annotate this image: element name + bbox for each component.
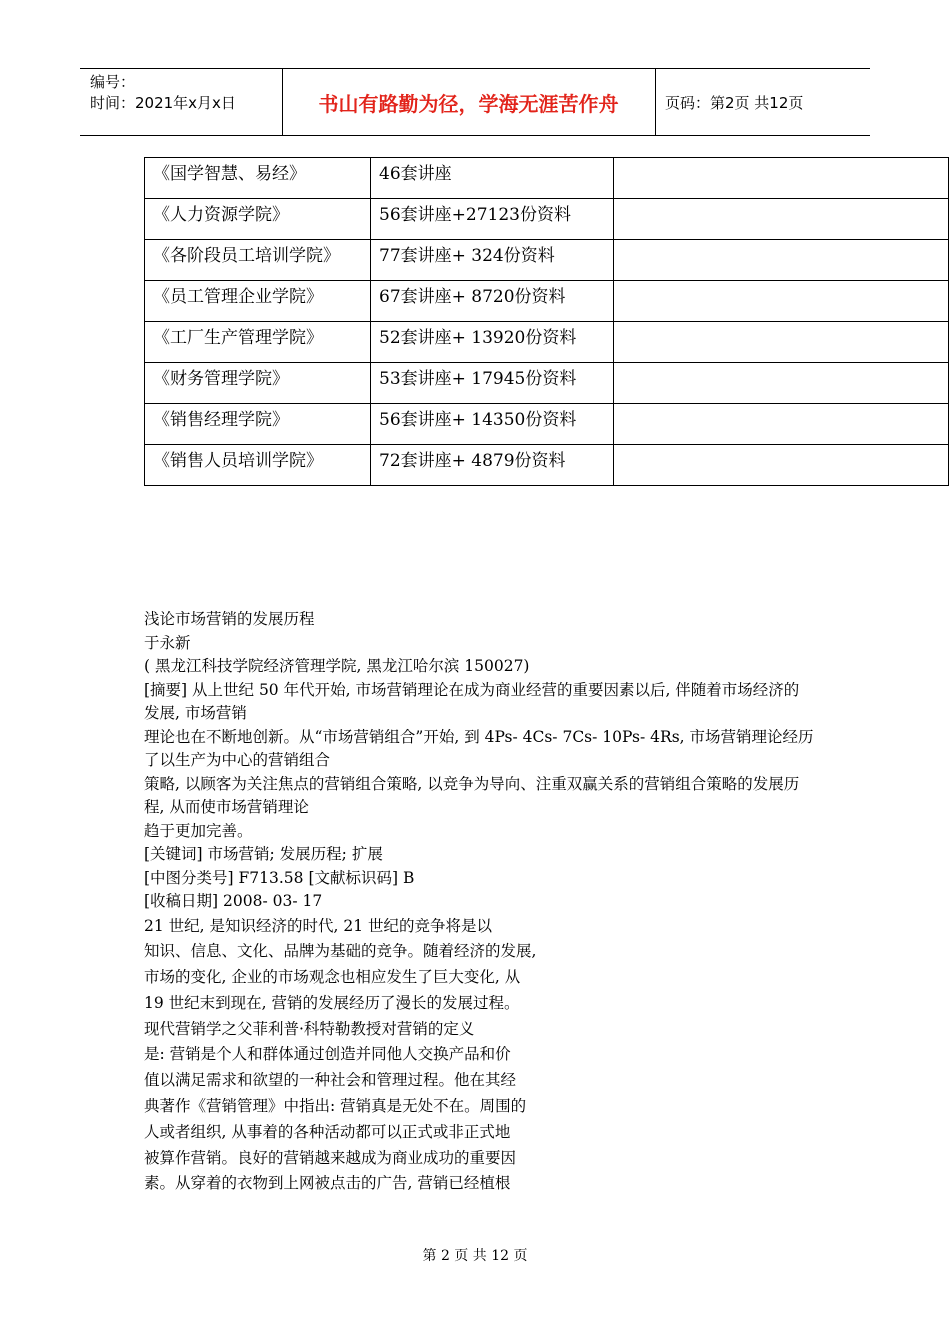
catalog-name: 《国学智慧、易经》 — [153, 164, 306, 184]
header-divider-right — [655, 68, 656, 135]
article-classification: [中图分类号] F713.58 [文献标识码] B — [144, 868, 415, 887]
article-received-date: [收稿日期] 2008- 03- 17 — [144, 892, 323, 910]
catalog-content: 56套讲座+27123份资料 — [379, 205, 571, 225]
catalog-content: 52套讲座+ 13920份资料 — [379, 328, 577, 348]
catalog-content: 53套讲座+ 17945份资料 — [379, 369, 577, 389]
catalog-content-cell — [371, 322, 614, 363]
table-row — [145, 199, 949, 240]
body-line: 典著作《营销管理》中指出: 营销真是无处不在。周围的 — [144, 1097, 527, 1116]
catalog-note-cell — [614, 445, 949, 486]
table-row — [145, 281, 949, 322]
table-row — [145, 322, 949, 363]
catalog-name: 《人力资源学院》 — [153, 205, 289, 225]
catalog-content: 56套讲座+ 14350份资料 — [379, 410, 577, 430]
catalog-note-cell — [614, 158, 949, 199]
catalog-content-cell — [371, 281, 614, 322]
catalog-note-cell — [614, 322, 949, 363]
header-number-label: 编号： — [90, 73, 136, 91]
catalog-name: 《工厂生产管理学院》 — [153, 328, 323, 348]
header-meta — [90, 72, 236, 114]
body-line: 被算作营销。良好的营销越来越成为商业成功的重要因 — [144, 1148, 517, 1167]
page-footer: 第 2 页 共 12 页 — [422, 1248, 528, 1264]
body-line: 值以满足需求和欲望的一种社会和管理过程。他在其经 — [144, 1071, 517, 1090]
catalog-content-cell — [371, 404, 614, 445]
catalog-table — [144, 157, 949, 486]
catalog-name: 《各阶段员工培训学院》 — [153, 246, 340, 266]
body-line: 是: 营销是个人和群体通过创造并同他人交换产品和价 — [144, 1045, 511, 1064]
catalog-content-cell — [371, 158, 614, 199]
catalog-content-cell — [371, 240, 614, 281]
catalog-name: 《财务管理学院》 — [153, 369, 289, 389]
header-page-info: 页码：第2页 共12页 — [665, 94, 804, 112]
body-line: 素。从穿着的衣物到上网被点击的广告, 营销已经植根 — [144, 1174, 511, 1193]
body-line: 知识、信息、文化、品牌为基础的竞争。随着经济的发展, — [144, 942, 537, 961]
catalog-name-cell — [145, 158, 371, 199]
catalog-content: 72套讲座+ 4879份资料 — [379, 451, 566, 471]
catalog-content-cell — [371, 199, 614, 240]
catalog-note-cell — [614, 240, 949, 281]
catalog-name-cell — [145, 199, 371, 240]
catalog-note-cell — [614, 404, 949, 445]
table-row — [145, 404, 949, 445]
body-line: 现代营销学之父菲利普·科特勒教授对营销的定义 — [144, 1019, 475, 1038]
body-line: 人或者组织, 从事着的各种活动都可以正式或非正式地 — [144, 1122, 511, 1141]
article-keywords: [关键词] 市场营销; 发展历程; 扩展 — [144, 845, 383, 863]
article-author: 于永新 — [144, 633, 191, 652]
abstract-line: 理论也在不断地创新。从“市场营销组合”开始, 到 4Ps- 4Cs- 7Cs- 10Ps- 4Rs, 市场营销理论经历了以生产为中心的营销组合 — [144, 727, 814, 769]
header-top-rule — [80, 68, 870, 69]
article-body — [144, 914, 554, 1198]
table-row — [145, 158, 949, 199]
abstract-line: 趋于更加完善。 — [144, 821, 253, 840]
catalog-name: 《销售人员培训学院》 — [153, 451, 323, 471]
article-abstract — [144, 679, 814, 844]
catalog-content-cell — [371, 445, 614, 486]
catalog-note-cell — [614, 199, 949, 240]
header-bottom-rule — [80, 135, 870, 136]
catalog-note-cell — [614, 363, 949, 404]
catalog-name-cell — [145, 445, 371, 486]
body-line: 19 世纪末到现在, 营销的发展经历了漫长的发展过程。 — [144, 993, 520, 1012]
table-row — [145, 240, 949, 281]
catalog-content: 67套讲座+ 8720份资料 — [379, 287, 566, 307]
body-line: 市场的变化, 企业的市场观念也相应发生了巨大变化, 从 — [144, 968, 521, 987]
table-row — [145, 363, 949, 404]
catalog-name-cell — [145, 281, 371, 322]
catalog-name-cell — [145, 240, 371, 281]
catalog-note-cell — [614, 281, 949, 322]
article-affiliation: ( 黑龙江科技学院经济管理学院, 黑龙江哈尔滨 150027) — [144, 657, 530, 675]
table-row — [145, 445, 949, 486]
catalog-name: 《销售经理学院》 — [153, 410, 289, 430]
catalog-content-cell — [371, 363, 614, 404]
header-motto: 书山有路勤为径，学海无涯苦作舟 — [318, 92, 619, 116]
catalog-name-cell — [145, 322, 371, 363]
article — [144, 608, 814, 1197]
body-line: 21 世纪, 是知识经济的时代, 21 世纪的竞争将是以 — [144, 916, 493, 935]
header-date: 时间：2021年x月x日 — [90, 94, 236, 112]
abstract-line: 策略, 以顾客为关注焦点的营销组合策略, 以竞争为导向、注重双赢关系的营销组合策略的发展历程, 从而使市场营销理论 — [144, 774, 800, 816]
catalog-content: 46套讲座 — [379, 164, 452, 184]
catalog-content: 77套讲座+ 324份资料 — [379, 246, 555, 266]
catalog-name: 《员工管理企业学院》 — [153, 287, 323, 307]
article-title: 浅论市场营销的发展历程 — [144, 610, 315, 628]
catalog-name-cell — [145, 404, 371, 445]
abstract-line: [摘要] 从上世纪 50 年代开始, 市场营销理论在成为商业经营的重要因素以后, 伴随着市场经济的发展, 市场营销 — [144, 680, 800, 722]
catalog-name-cell — [145, 363, 371, 404]
